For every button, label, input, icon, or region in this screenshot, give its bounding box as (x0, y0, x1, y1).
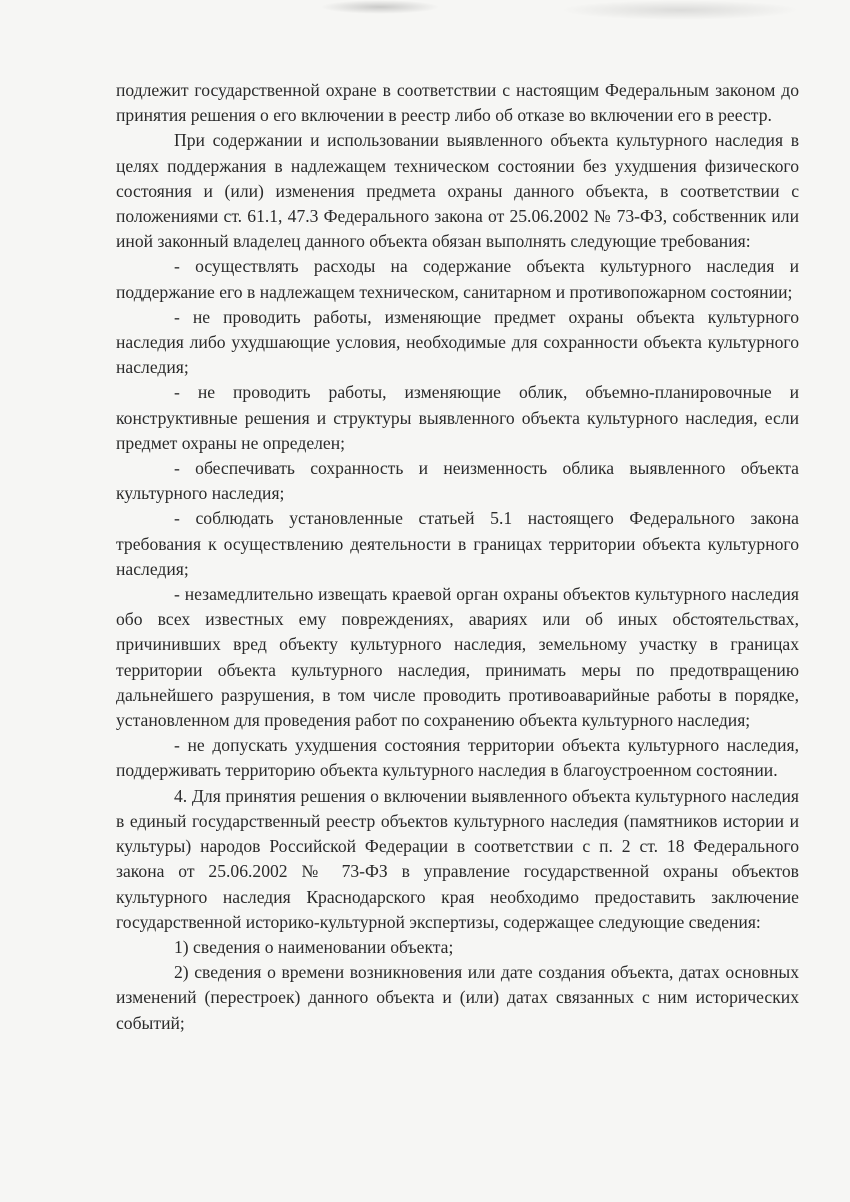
paragraph-continuation: подлежит государственной охране в соответствии с настоящим Федеральным законом до принятия решения о его включении в реестр либо об отказе во включении его в реестр. (116, 80, 799, 126)
list-item: 1) сведения о наименовании объекта; (174, 936, 454, 957)
requirement-item: - незамедлительно извещать краевой орган охраны объектов культурного наследия обо всех известных ему повреждениях, авариях или об иных обстоятельствах, причинивших вред объекту культурного наследия, земельному участку в границах территории объекта культурного наследия, принимать меры по предотвращению дальнейшего разрушения, в том числе проводить противоаварийные работы в порядке, установленном для проведения работ по сохранению объекта культурного наследия; (116, 584, 799, 731)
requirement-item: - не допускать ухудшения состояния территории объекта культурного наследия, поддерживать территорию объекта культурного наследия в благоустроенном состоянии. (116, 735, 799, 781)
requirement-item: - соблюдать установленные статьей 5.1 настоящего Федерального закона требования к осуществлению деятельности в границах территории объекта культурного наследия; (116, 508, 799, 579)
document-body (116, 78, 799, 1036)
requirement-item: - не проводить работы, изменяющие облик, объемно-планировочные и конструктивные решения и структуры выявленного объекта культурного наследия, если предмет охраны не определен; (116, 382, 799, 453)
paragraph-section-4: 4. Для принятия решения о включении выявленного объекта культурного наследия в единый государственный реестр объектов культурного наследия (памятников истории и культуры) народов Российской Федерации в соответствии с п. 2 ст. 18 Федерального закона от 25.06.2002 № 73-ФЗ в управление государственной охраны объектов культурного наследия Краснодарского края необходимо предоставить заключение государственной историко-культурной экспертизы, содержащее следующие сведения: (116, 785, 799, 932)
requirement-item: - не проводить работы, изменяющие предмет охраны объекта культурного наследия либо ухудшающие условия, необходимые для сохранности объекта культурного наследия; (116, 306, 799, 378)
requirement-item: - обеспечивать сохранность и неизменность облика выявленного объекта культурного наследия; (116, 458, 799, 504)
requirement-item: - осуществлять расходы на содержание объекта культурного наследия и поддержание его в надлежащем техническом, санитарном и противопожарном состоянии; (116, 256, 799, 302)
paragraph-requirements-intro: При содержании и использовании выявленного объекта культурного наследия в целях поддержания в надлежащем техническом состоянии без ухудшения физического состояния и (или) изменения предмета охраны данного объекта, в соответствии с положениями ст. 61.1, 47.3 Федерального закона от 25.06.2002 № 73-ФЗ, собственник или иной законный владелец данного объекта обязан выполнять следующие требования: (116, 130, 799, 252)
scan-artifact (560, 0, 800, 20)
scan-artifact (320, 0, 440, 14)
list-item: 2) сведения о времени возникновения или дате создания объекта, датах основных изменений (перестроек) данного объекта и (или) датах связанных с ним исторических событий; (116, 962, 799, 1033)
